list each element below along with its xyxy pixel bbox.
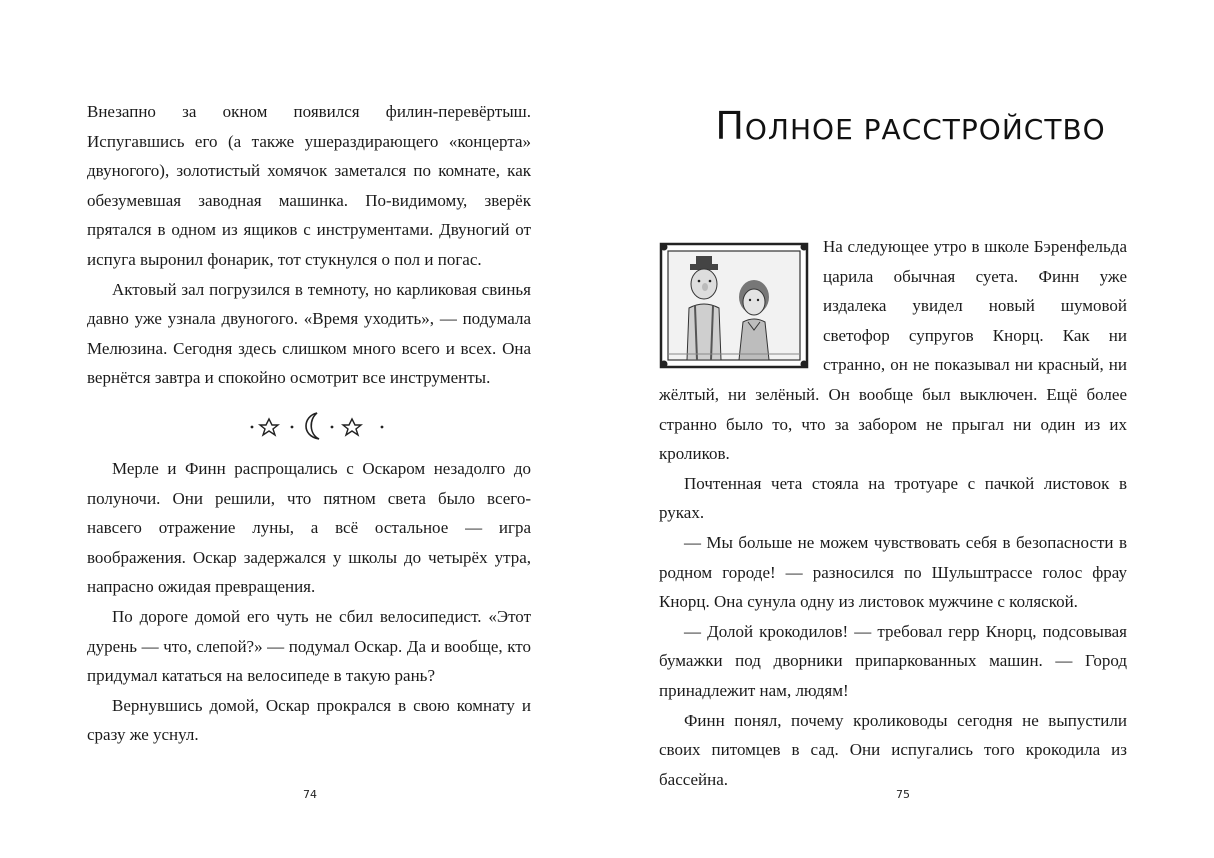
left-text-top [87,97,531,393]
page-number: 74 [303,788,317,801]
chapter-title-rest: ОЛНОЕ РАССТРОЙСТВО [744,113,1106,146]
chapter-title [607,104,1214,148]
right-text [659,232,1127,794]
left-text-bottom [87,454,531,750]
star-moon-ornament-icon [247,410,397,440]
chapter-title-initial: П [715,104,745,148]
paragraph: Мерле и Финн распрощались с Оскаром незадолго до полуночи. Они решили, что пятном света было всего-навсего отражение луны, а всё остальное — игра воображения. Оскар задержался у школы до четырёх утра, напрасно ожидая превращения. [87,459,531,597]
paragraph: Почтенная чета стояла на тротуаре с пачкой листовок в руках. [659,473,1127,523]
paragraph: Актовый зал погрузился в темноту, но карликовая свинья давно уже узнала двуногого. «Время уходить», — подумала Мелюзина. Сегодня здесь слишком много всего и всех. Она вернётся завтра и спокойно осмотрит все инструменты. [87,279,531,388]
paragraph: Внезапно за окном появился филин-перевёртыш. Испугавшись его (а также ушераздирающего «концерта» двуногого), золотистый хомячок заметался по комнате, как обезумевшая заводная машинка. По-видимому, зверёк прятался в одном из ящиков с инструментами. Двуногий от испуга выронил фонарик, тот стукнулся о пол и погас. [87,102,531,269]
couple-illustration [659,242,809,369]
right-page [607,0,1214,858]
paragraph: Финн понял, почему кролиководы сегодня не выпустили своих питомцев в сад. Они испугались того крокодила из бассейна. [659,710,1127,789]
paragraph: — Долой крокодилов! — требовал герр Кнорц, подсовывая бумажки под дворники припаркованных машин. — Город принадлежит нам, людям! [659,621,1127,700]
paragraph: — Мы больше не можем чувствовать себя в безопасности в родном городе! — разносился по Шульштрассе голос фрау Кнорц. Она сунула одну из листовок мужчине с коляской. [659,532,1127,612]
paragraph: Вернувшись домой, Оскар прокрался в свою комнату и сразу же уснул. [87,695,531,745]
page-number: 75 [896,788,910,801]
paragraph: По дороге домой его чуть не сбил велосипедист. «Этот дурень — что, слепой?» — подумал Оскар. Да и вообще, кто придумал кататься на велосипеде в такую рань? [87,606,531,686]
paragraph: На следующее утро в школе Бэренфельда царила обычная суета. Финн уже издалека увидел новый шумовой светофор супругов Кнорц. Как ни странно, он не показывал ни красный, ни жёлтый, ни зелёный. Он вообще был выключен. Ещё более странно было то, что за забором не прыгал ни один из их кроликов. [659,237,1127,464]
